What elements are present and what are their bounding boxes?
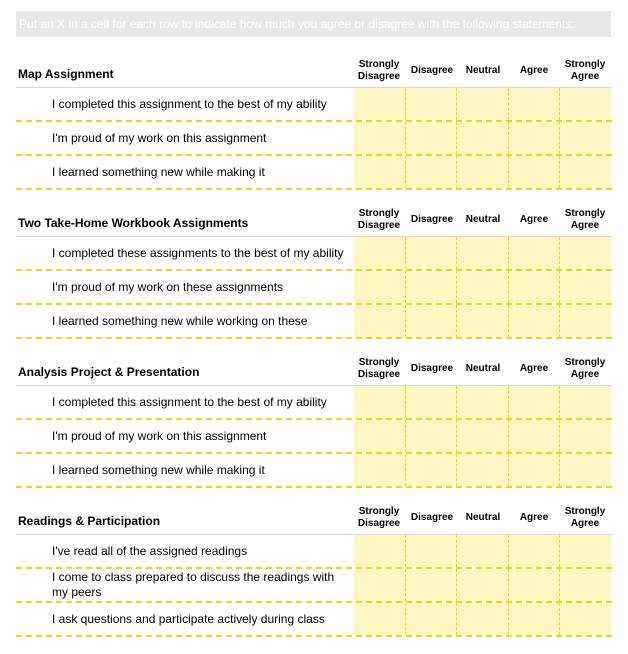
statement-row — [16, 271, 612, 305]
statement-text: I learned something new while making it — [52, 462, 265, 477]
rating-cell[interactable] — [560, 386, 611, 418]
col-agree: Agree — [519, 214, 549, 225]
rating-cell[interactable] — [560, 454, 611, 486]
statement-text: I'm proud of my work on these assignments — [52, 279, 284, 294]
col-strongly-agree: Strongly Agree — [564, 59, 606, 82]
rating-cell[interactable] — [509, 454, 561, 486]
rating-cell[interactable] — [457, 569, 509, 601]
col-neutral: Neutral — [465, 363, 501, 374]
rating-cell[interactable] — [354, 603, 406, 635]
rating-cell[interactable] — [406, 305, 458, 337]
rating-cells — [354, 454, 611, 486]
section-title: Two Take-Home Workbook Assignments — [18, 216, 249, 230]
rating-cell[interactable] — [560, 569, 611, 601]
rating-cell[interactable] — [406, 122, 458, 154]
statement-text: I'm proud of my work on this assignment — [52, 428, 267, 443]
rating-cell[interactable] — [354, 420, 406, 452]
rating-cell[interactable] — [509, 535, 561, 567]
section-title: Readings & Participation — [18, 514, 161, 528]
statement-text: I learned something new while making it — [52, 164, 265, 179]
col-strongly-agree: Strongly Agree — [564, 208, 606, 231]
rating-cell[interactable] — [457, 603, 509, 635]
rating-cell[interactable] — [457, 156, 509, 188]
rating-cell[interactable] — [406, 271, 458, 303]
statement-text: I completed this assignment to the best of my ability — [52, 96, 327, 111]
rating-cell[interactable] — [406, 237, 458, 269]
rating-cell[interactable] — [457, 237, 509, 269]
rating-cell[interactable] — [406, 454, 458, 486]
section-title: Map Assignment — [18, 67, 114, 81]
statement-row — [16, 122, 612, 156]
rating-cell[interactable] — [354, 88, 406, 120]
rating-cell[interactable] — [509, 271, 561, 303]
rating-cells — [354, 156, 611, 188]
rating-cell[interactable] — [457, 454, 509, 486]
col-disagree: Disagree — [410, 363, 454, 374]
section-header — [16, 204, 612, 236]
col-strongly-agree: Strongly Agree — [564, 506, 606, 529]
col-strongly-disagree: Strongly Disagree — [357, 208, 401, 231]
survey-section — [16, 204, 612, 339]
statement-row — [16, 454, 612, 488]
rating-cells — [354, 535, 611, 567]
rating-cells — [354, 88, 611, 120]
col-disagree: Disagree — [410, 65, 454, 76]
rating-cell[interactable] — [560, 237, 611, 269]
rating-cells — [354, 386, 611, 418]
rating-cell[interactable] — [457, 122, 509, 154]
rating-cell[interactable] — [509, 569, 561, 601]
rating-cell[interactable] — [457, 386, 509, 418]
statement-row — [16, 305, 612, 339]
col-disagree: Disagree — [410, 512, 454, 523]
statement-row — [16, 420, 612, 454]
instructions-bar: Put an X in a cell for each row to indicate how much you agree or disagree with the following statements: — [16, 11, 611, 37]
rating-cells — [354, 122, 611, 154]
statement-row — [16, 534, 612, 569]
rating-cell[interactable] — [560, 535, 611, 567]
rating-cell[interactable] — [354, 122, 406, 154]
statement-row — [16, 87, 612, 122]
col-agree: Agree — [519, 65, 549, 76]
rating-cell[interactable] — [560, 271, 611, 303]
rating-cell[interactable] — [406, 535, 458, 567]
rating-cell[interactable] — [457, 88, 509, 120]
rating-cell[interactable] — [509, 122, 561, 154]
rating-cell[interactable] — [509, 156, 561, 188]
rating-cell[interactable] — [354, 271, 406, 303]
rating-cell[interactable] — [354, 454, 406, 486]
col-agree: Agree — [519, 363, 549, 374]
statement-row — [16, 236, 612, 271]
section-header — [16, 353, 612, 385]
rating-cell[interactable] — [457, 271, 509, 303]
rating-cell[interactable] — [406, 603, 458, 635]
rating-cell[interactable] — [354, 535, 406, 567]
rating-cell[interactable] — [509, 386, 561, 418]
col-neutral: Neutral — [465, 214, 501, 225]
rating-cell[interactable] — [354, 305, 406, 337]
col-strongly-agree: Strongly Agree — [564, 357, 606, 380]
statement-row — [16, 156, 612, 190]
rating-cells — [354, 420, 611, 452]
statement-row — [16, 385, 612, 420]
rating-cells — [354, 271, 611, 303]
rating-cell[interactable] — [509, 420, 561, 452]
rating-cell[interactable] — [509, 88, 561, 120]
rating-cell[interactable] — [457, 420, 509, 452]
statement-text: I come to class prepared to discuss the readings with my peers — [52, 570, 335, 599]
section-header — [16, 502, 612, 534]
rating-cell[interactable] — [509, 305, 561, 337]
rating-cells — [354, 603, 611, 635]
statement-text: I'm proud of my work on this assignment — [52, 130, 267, 145]
survey-section — [16, 55, 612, 190]
statement-text: I ask questions and participate actively during class — [52, 611, 325, 626]
rating-cell[interactable] — [457, 305, 509, 337]
statement-text: I completed these assignments to the best of my ability — [52, 245, 344, 260]
rating-cell[interactable] — [560, 603, 611, 635]
rating-cell[interactable] — [354, 569, 406, 601]
rating-cell[interactable] — [354, 386, 406, 418]
statement-row — [16, 603, 612, 637]
statement-row — [16, 569, 612, 603]
rating-cell[interactable] — [560, 420, 611, 452]
col-neutral: Neutral — [465, 65, 501, 76]
statement-text: I completed this assignment to the best of my ability — [52, 394, 327, 409]
statement-text: I've read all of the assigned readings — [52, 543, 248, 558]
rating-cell[interactable] — [560, 88, 611, 120]
rating-cell[interactable] — [457, 535, 509, 567]
survey-section — [16, 502, 612, 637]
rating-cell[interactable] — [509, 603, 561, 635]
col-disagree: Disagree — [410, 214, 454, 225]
col-agree: Agree — [519, 512, 549, 523]
rating-cells — [354, 305, 611, 337]
rating-cell[interactable] — [560, 305, 611, 337]
rating-cell[interactable] — [406, 156, 458, 188]
survey-section — [16, 353, 612, 488]
rating-cell[interactable] — [406, 569, 458, 601]
rating-cell[interactable] — [406, 386, 458, 418]
col-strongly-disagree: Strongly Disagree — [357, 506, 401, 529]
rating-cell[interactable] — [560, 122, 611, 154]
rating-cell[interactable] — [560, 156, 611, 188]
rating-cell[interactable] — [406, 420, 458, 452]
col-strongly-disagree: Strongly Disagree — [357, 357, 401, 380]
rating-cell[interactable] — [354, 237, 406, 269]
col-neutral: Neutral — [465, 512, 501, 523]
col-strongly-disagree: Strongly Disagree — [357, 59, 401, 82]
statement-text: I learned something new while working on these — [52, 313, 308, 328]
rating-cell[interactable] — [406, 88, 458, 120]
rating-cell[interactable] — [509, 237, 561, 269]
rating-cell[interactable] — [354, 156, 406, 188]
section-title: Analysis Project & Presentation — [18, 365, 200, 379]
rating-cells — [354, 569, 611, 601]
section-header — [16, 55, 612, 87]
rating-cells — [354, 237, 611, 269]
